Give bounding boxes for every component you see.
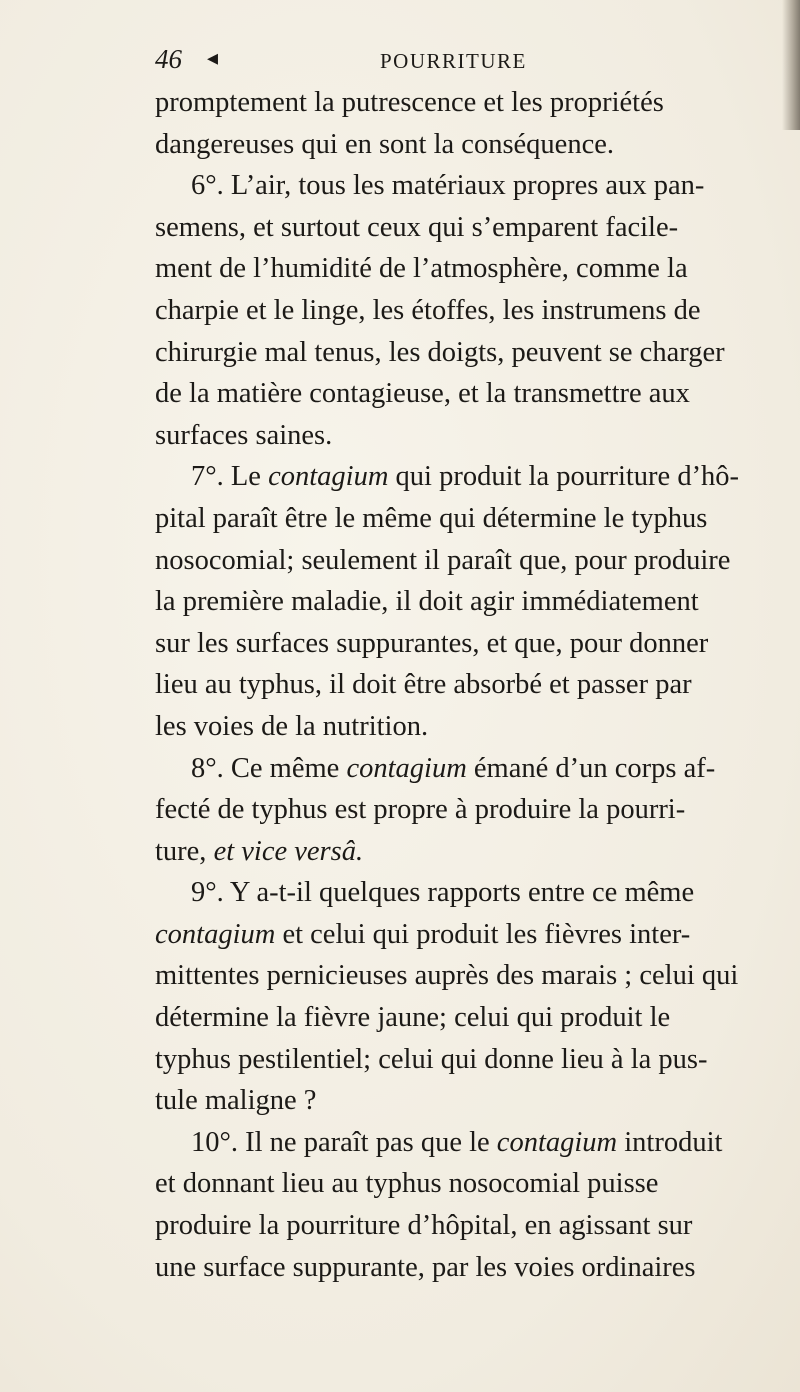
page-header <box>155 44 715 84</box>
text-line-4: semens, et surtout ceux qui s’emparent facile- <box>155 211 679 243</box>
text-segment: 8°. Ce même <box>191 752 347 784</box>
body-text <box>155 82 795 1288</box>
text-line-9: surfaces saines. <box>155 419 333 451</box>
text-line-15: lieu au typhus, il doit être absorbé et passer par <box>155 669 692 701</box>
text-line-21 <box>155 914 795 956</box>
text-line-14: sur les surfaces suppurantes, et que, pour donner <box>155 627 709 659</box>
text-line-8: de la matière contagieuse, et la transmettre aux <box>155 378 690 410</box>
text-segment: et celui qui produit les fièvres inter- <box>275 918 691 950</box>
text-segment: introduit <box>617 1126 723 1158</box>
text-line-20: 9°. Y a-t-il quelques rapports entre ce même <box>191 877 695 909</box>
text-line-16: les voies de la nutrition. <box>155 710 429 742</box>
text-line-28: produire la pourriture d’hôpital, en agissant sur <box>155 1210 693 1242</box>
text-line-11: pital paraît être le même qui détermine le typhus <box>155 502 708 534</box>
text-line-26 <box>155 1122 795 1164</box>
text-line-29: une surface suppurante, par les voies ordinaires <box>155 1251 696 1283</box>
text-line-2: dangereuses qui en sont la conséquence. <box>155 128 615 160</box>
text-line-3: 6°. L’air, tous les matériaux propres aux pan- <box>191 170 705 202</box>
italic-term: contagium <box>346 752 467 784</box>
text-line-10 <box>155 456 795 498</box>
text-line-19 <box>155 831 795 873</box>
italic-term: contagium <box>268 461 389 493</box>
text-line-17 <box>155 748 795 790</box>
text-line-24: typhus pestilentiel; celui qui donne lieu à la pus- <box>155 1043 708 1075</box>
text-line-18: fecté de typhus est propre à produire la pourri- <box>155 794 686 826</box>
text-segment: 7°. Le <box>191 461 269 493</box>
page-number: 46 <box>155 44 182 74</box>
text-segment: émané d’un corps af- <box>466 752 716 784</box>
text-line-23: détermine la fièvre jaune; celui qui produit le <box>155 1002 671 1034</box>
text-line-25: tule maligne ? <box>155 1085 317 1117</box>
italic-term: et vice versâ. <box>213 835 364 867</box>
italic-term: contagium <box>496 1126 618 1158</box>
italic-term: contagium <box>155 918 276 950</box>
text-line-12: nosocomial; seulement il paraît que, pour produire <box>155 544 731 576</box>
text-line-1: promptement la putrescence et les propriétés <box>155 87 664 118</box>
text-line-6: charpie et le linge, les étoffes, les instrumens de <box>155 294 701 326</box>
text-segment: qui produit la pourriture d’hô- <box>388 461 740 493</box>
text-line-22: mittentes pernicieuses auprès des marais ; celui qui <box>155 960 739 992</box>
text-line-27: et donnant lieu au typhus nosocomial puisse <box>155 1168 659 1200</box>
text-segment: 10°. Il ne paraît pas que le <box>191 1126 497 1158</box>
text-segment: ture, <box>155 835 214 867</box>
text-line-7: chirurgie mal tenus, les doigts, peuvent se charger <box>155 336 725 368</box>
running-head: POURRITURE <box>380 49 527 73</box>
text-line-5: ment de l’humidité de l’atmosphère, comme la <box>155 253 688 285</box>
text-line-13: la première maladie, il doit agir immédiatement <box>155 586 699 618</box>
header-marker: ◂ <box>207 46 219 71</box>
